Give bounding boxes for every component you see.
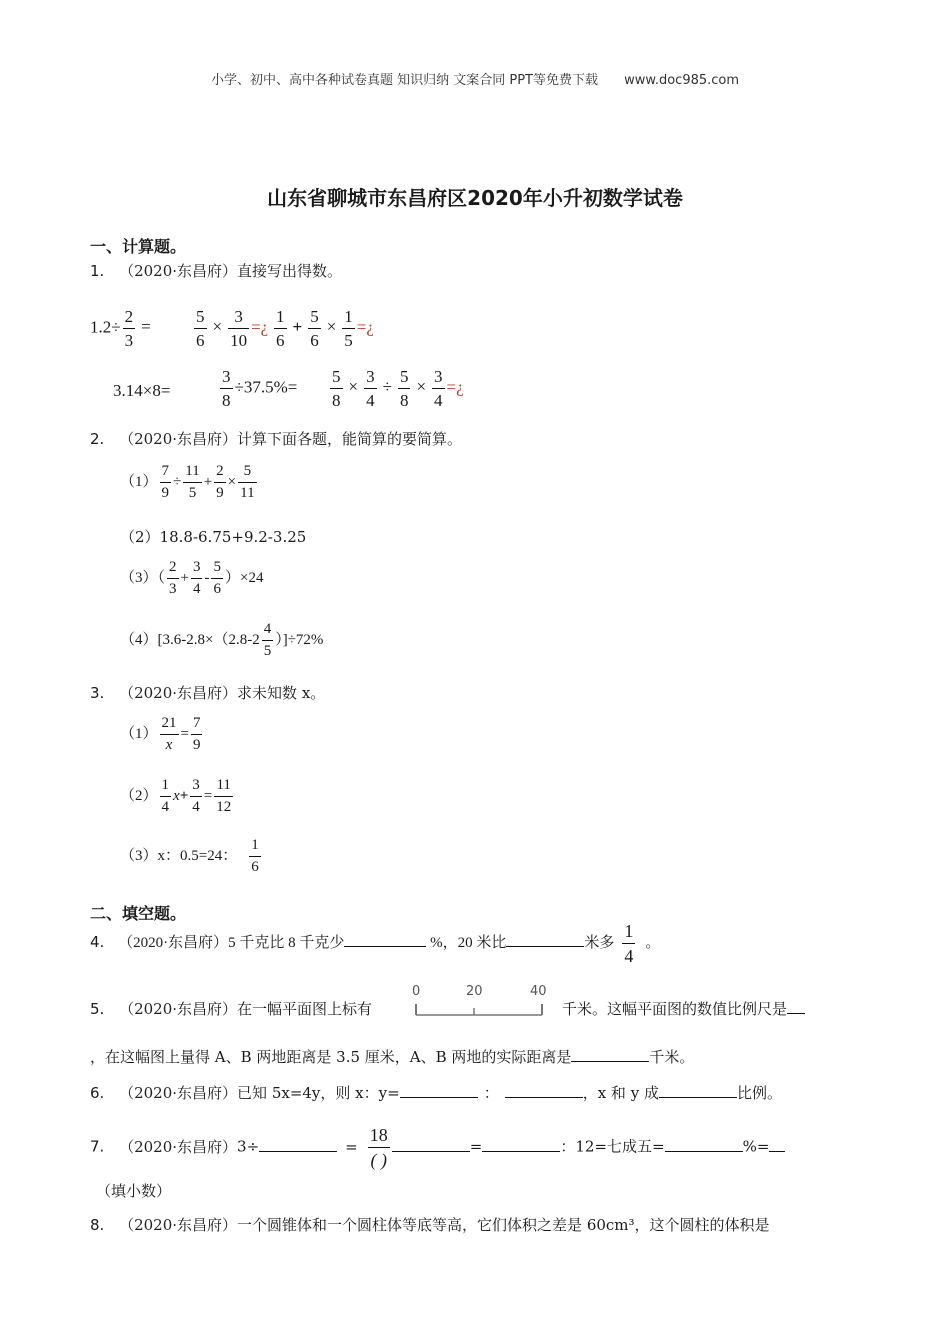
q5-source: （2020·东昌府）	[119, 1000, 238, 1018]
answer-blank[interactable]	[665, 1137, 743, 1152]
fraction: $\frac{2}{9}$	[216, 463, 224, 501]
q5-text-b: 千米。这幅平面图的数值比例尺是	[562, 1000, 788, 1018]
q1-expr-1	[90, 308, 155, 349]
q1-e1-lead: 1.2÷	[90, 317, 121, 337]
q4-text-b: %，20 米比	[430, 934, 507, 951]
q6-text-c: 比例。	[736, 1084, 782, 1102]
q2-p4-lead: （4）[3.6-2.8×（2.8-2	[120, 631, 260, 648]
q7-note: （填小数）	[96, 1182, 172, 1200]
equals-placeholder: =¿	[356, 317, 374, 337]
answer-blank[interactable]	[506, 932, 584, 947]
q3-part-3	[120, 838, 263, 875]
q2-part-2: （2）18.8-6.75+9.2-3.25	[120, 528, 307, 546]
fraction: $\frac{3}{8}$	[222, 367, 231, 410]
fraction: $\frac{4}{5}$	[263, 621, 272, 659]
q7-text-a: 3÷	[237, 1137, 260, 1156]
q1-e5-tail: ÷37.5%=	[234, 377, 298, 397]
fraction: $\frac{18}{( )}$	[369, 1125, 388, 1170]
q2-p3-tail: ）×24	[224, 569, 264, 586]
fraction: $\frac{2}{3}$	[124, 307, 134, 350]
q5-line2-a: ，在这幅图上量得 A、B 两地距离是 3.5 厘米，A、B 两地的实际距离是	[90, 1048, 572, 1066]
q6-text-b: ，x 和 y 成	[582, 1084, 659, 1102]
q1-expr-6: $\frac{5}{8}$ × $\frac{3}{4}$ ÷ $\frac{5}{8}$ × $\frac{3}{4}$ =¿	[332, 367, 464, 410]
q7-text-b: ：12=七成五=	[560, 1137, 665, 1156]
q1-expr-3: $\frac{1}{6}$ + $\frac{5}{6}$ × $\frac{1}{5}$ =¿	[276, 307, 374, 350]
q7-source: （2020·东昌府）	[119, 1137, 238, 1156]
q3-part-1: （1） $\frac{21}{x}$ = $\frac{7}{9}$	[120, 715, 201, 753]
answer-blank[interactable]	[659, 1083, 737, 1098]
equals: =	[469, 1137, 483, 1156]
answer-blank[interactable]	[571, 1047, 649, 1062]
fraction: $\frac{2}{3}$	[169, 559, 177, 597]
scale-label-0: 0	[412, 984, 421, 999]
q1-expr-4: 3.14×8=	[113, 381, 171, 400]
q8-text: 一个圆锥体和一个圆柱体等底等高，它们体积之差是 60cm³，这个圆柱的体积是	[237, 1216, 770, 1234]
q2-text: 计算下面各题，能简算的要简算。	[237, 430, 463, 448]
q1-expr-5	[218, 368, 297, 409]
answer-blank[interactable]	[392, 1137, 470, 1152]
scale-label-20: 20	[466, 984, 483, 999]
page-header	[0, 69, 950, 88]
question-1	[90, 260, 342, 281]
equals: =	[141, 317, 151, 337]
part-label: （1）	[120, 473, 158, 490]
q4-text-a: 5 千克比 8 千克少	[228, 934, 345, 951]
answer-blank[interactable]	[769, 1137, 785, 1152]
q8-source: （2020·东昌府）	[119, 1216, 238, 1234]
scale-bar	[404, 984, 554, 1020]
q3-source: （2020·东昌府）	[119, 684, 238, 702]
scale-label-40: 40	[530, 984, 547, 999]
q6-source: （2020·东昌府）	[119, 1084, 238, 1102]
fraction: $\frac{21}{x}$	[161, 715, 177, 753]
q5-text-a: 在一幅平面图上标有	[237, 1000, 373, 1018]
fraction: $\frac{5}{6}$	[213, 559, 221, 597]
fraction: $\frac{3}{4}$	[192, 559, 201, 597]
part-label: （3）（	[120, 569, 166, 586]
answer-blank[interactable]	[259, 1137, 337, 1152]
fraction: $\frac{5}{6}$	[310, 307, 319, 350]
question-5	[90, 998, 372, 1019]
fraction: $\frac{1}{5}$	[344, 307, 353, 350]
question-3	[90, 682, 325, 703]
q2-part-1: （1） $\frac{7}{9}$ ÷ $\frac{11}{5}$ + $\frac{2}{9}$ × $\frac{5}{11}$	[120, 463, 255, 501]
part-label: （2）	[120, 787, 158, 804]
fraction: $\frac{7}{9}$	[161, 463, 170, 501]
q6-number: 6.	[90, 1084, 105, 1102]
section-calc: 一、计算题。	[90, 237, 187, 256]
q4-text-c: 米多	[584, 934, 615, 951]
fraction: $\frac{1}{4}$	[161, 777, 170, 815]
answer-blank[interactable]	[482, 1137, 560, 1152]
fraction: $\frac{5}{6}$	[196, 307, 205, 350]
q8-number: 8.	[90, 1216, 105, 1234]
answer-blank[interactable]	[505, 1083, 583, 1098]
q5-line2-b: 千米。	[649, 1048, 695, 1066]
page-title: 山东省聊城市东昌府区2020年小升初数学试卷	[267, 186, 683, 210]
fraction: $\frac{5}{8}$	[399, 367, 409, 410]
fraction: $\frac{3}{4}$	[434, 367, 443, 410]
q3-text: 求未知数 x。	[237, 684, 326, 702]
q6-text-a: 已知 5x=4y，则 x：y=	[237, 1084, 400, 1102]
equals-placeholder: =¿	[251, 317, 269, 337]
q2-p4-tail: ）]÷72%	[275, 631, 324, 648]
answer-blank[interactable]	[400, 1083, 478, 1098]
q4-end: 。	[645, 934, 661, 951]
fraction: $\frac{1}{4}$	[624, 921, 634, 966]
answer-blank[interactable]	[787, 999, 805, 1014]
part-label: （1）	[120, 725, 158, 742]
q7-text-c: %=	[742, 1137, 770, 1156]
header-text: 小学、初中、高中各种试卷真题 知识归纳 文案合同 PPT等免费下载	[210, 73, 598, 88]
q4-source: （2020·东昌府）	[118, 934, 229, 951]
q5-line-2	[90, 1046, 694, 1067]
fraction: $\frac{5}{8}$	[332, 367, 341, 410]
q1-expr-2: $\frac{5}{6}$ × $\frac{3}{10}$ =¿	[196, 307, 269, 350]
question-4	[90, 922, 660, 965]
q2-source: （2020·东昌府）	[119, 430, 238, 448]
fraction: $\frac{7}{9}$	[192, 715, 201, 753]
fraction: $\frac{3}{10}$	[230, 307, 248, 350]
fraction: $\frac{3}{4}$	[366, 367, 375, 410]
q2-number: 2.	[90, 430, 105, 448]
q3-part-2: （2） $\frac{1}{4}$ x+ $\frac{3}{4}$ = $\frac{11}{12}$	[120, 777, 232, 815]
variable-x: x	[173, 787, 180, 804]
q1-source: （2020·东昌府）	[119, 262, 238, 280]
q5-number: 5.	[90, 1000, 105, 1018]
fraction: $\frac{11}{12}$	[216, 777, 232, 815]
fraction: $\frac{5}{11}$	[240, 463, 255, 501]
q2-part-4	[120, 622, 323, 659]
q3-number: 3.	[90, 684, 105, 702]
equals-placeholder: =¿	[446, 377, 464, 397]
question-2	[90, 428, 462, 449]
q7-number: 7.	[90, 1137, 105, 1156]
fraction: $\frac{11}{5}$	[185, 463, 200, 501]
q5-text-b-wrap	[562, 998, 805, 1019]
scale-bar-line	[404, 1000, 554, 1020]
question-8	[90, 1214, 770, 1235]
equals: =	[345, 1137, 358, 1156]
section-fill: 二、填空题。	[90, 904, 187, 923]
q2-part-3: （3）（ $\frac{2}{3}$ + $\frac{3}{4}$ - $\frac{5}{6}$ ）×24	[120, 559, 264, 597]
q4-number: 4.	[90, 932, 105, 951]
q1-text: 直接写出得数。	[237, 262, 343, 280]
question-6	[90, 1082, 782, 1103]
q1-number: 1.	[90, 262, 105, 280]
fraction: $\frac{1}{6}$	[276, 307, 285, 350]
header-url[interactable]: www.doc985.com	[624, 73, 740, 88]
fraction: $\frac{3}{4}$	[192, 777, 200, 815]
q6-colon: ：	[483, 1084, 499, 1102]
answer-blank[interactable]	[344, 932, 426, 947]
question-7	[90, 1126, 785, 1169]
fraction: $\frac{1}{6}$	[251, 837, 259, 875]
part-label: （3）x：0.5=24：	[120, 847, 238, 864]
